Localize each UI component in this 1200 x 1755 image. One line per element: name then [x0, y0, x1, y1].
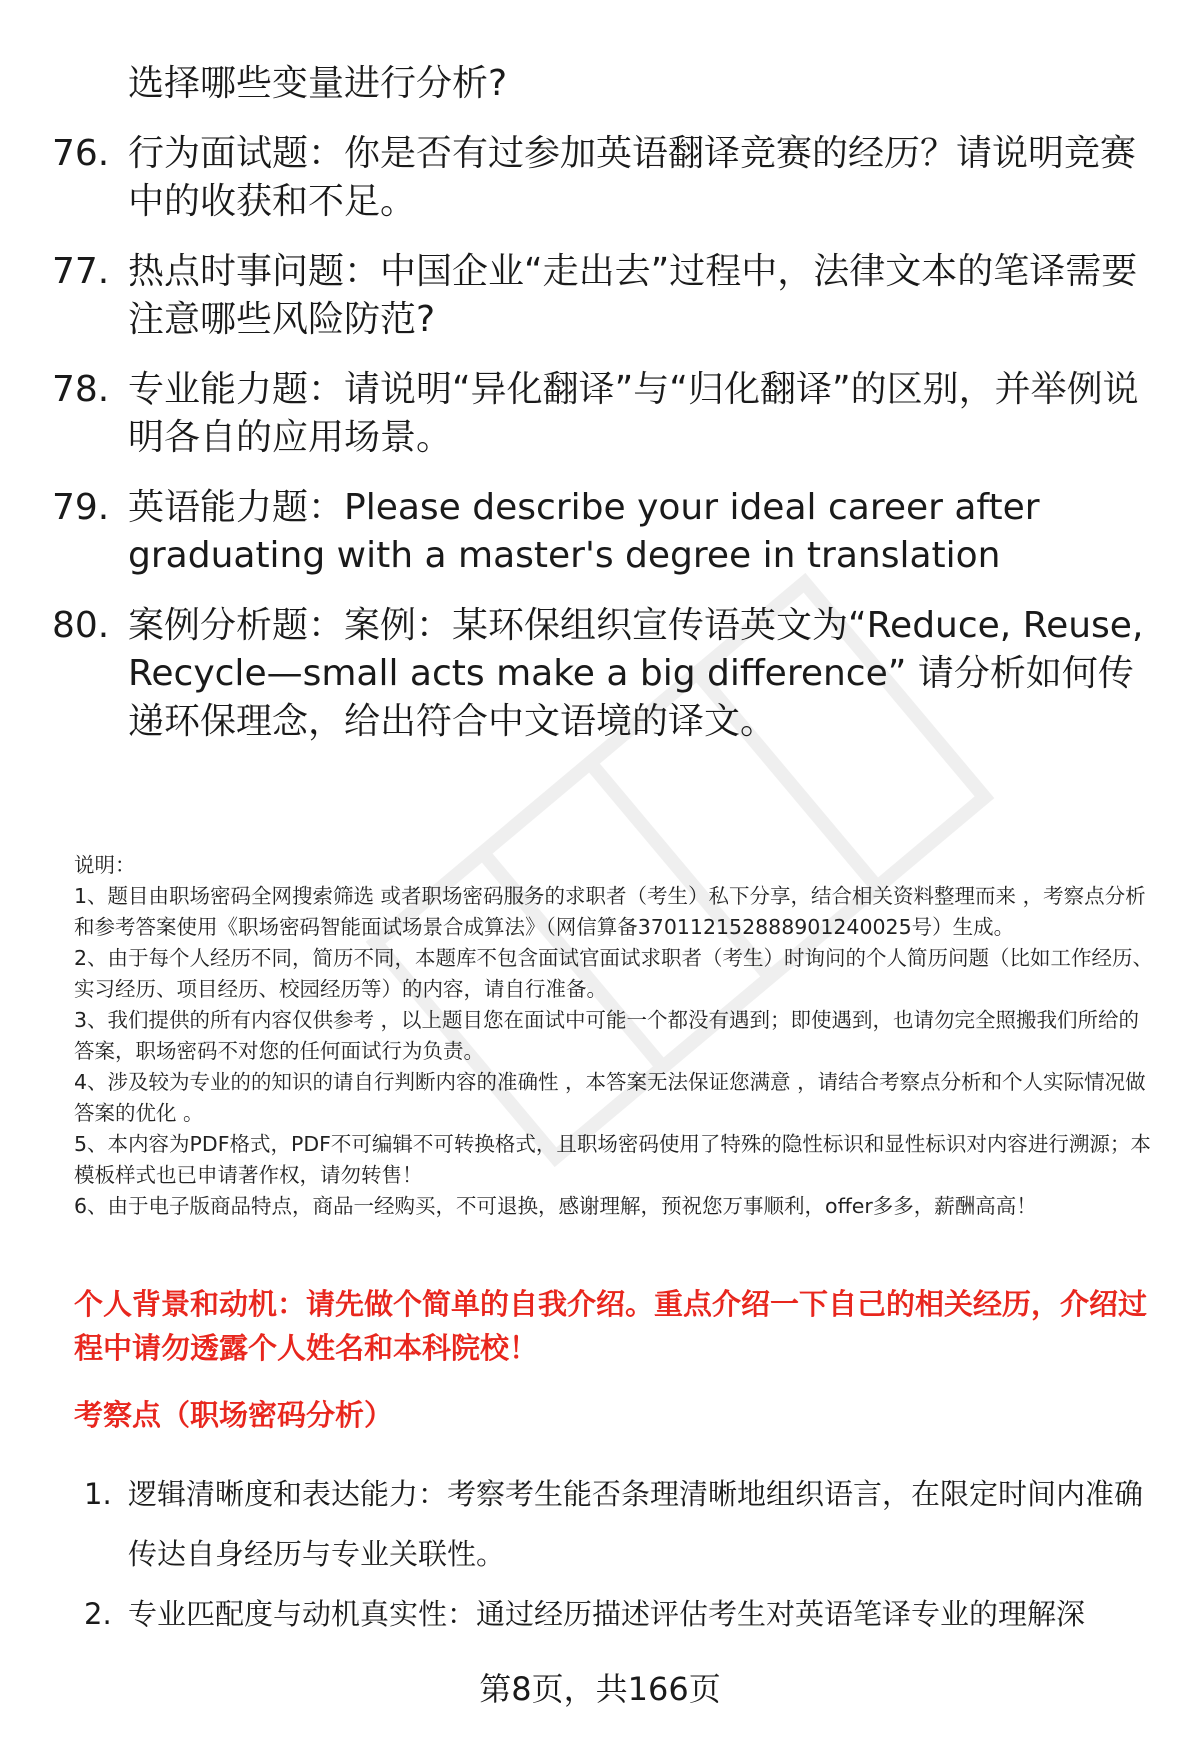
question-item	[52, 130, 1162, 226]
question-item	[52, 602, 1162, 746]
question-item	[52, 248, 1162, 344]
question-text: 专业能力题：请说明“异化翻译”与“归化翻译”的区别，并举例说明各自的应用场景。	[128, 369, 1139, 458]
point-text: 专业匹配度与动机真实性：通过经历描述评估考生对英语笔译专业的理解深	[128, 1597, 1086, 1631]
note-item: 1、题目由职场密码全网搜索筛选 或者职场密码服务的求职者（考生）私下分享，结合相关资料整理而来 ，考察点分析和参考答案使用《职场密码智能面试场景合成算法》（网信算备370112152888901240025号）生成。	[74, 884, 1146, 939]
question-text: 行为面试题：你是否有过参加英语翻译竞赛的经历？请说明竞赛中的收获和不足。	[128, 133, 1137, 222]
note-item: 4、涉及较为专业的的知识的请自行判断内容的准确性 ，本答案无法保证您满意 ，请结合考察点分析和个人实际情况做答案的优化 。	[74, 1070, 1146, 1125]
question-text: 案例分析题：案例：某环保组织宣传语英文为“Reduce, Reuse, Recycle—small acts make a big difference” 请分析如何传递环保理念，给出符合中文语境的译文。	[128, 605, 1144, 742]
page-number-footer: 第8页，共166页	[479, 1670, 721, 1708]
question-number: 76.	[52, 133, 110, 174]
question-item	[52, 484, 1162, 580]
question-text: 英语能力题：Please describe your ideal career after graduating with a master's degree in translation	[128, 487, 1040, 576]
point-number: 1.	[84, 1477, 112, 1511]
question-number: 78.	[52, 369, 110, 410]
question-item	[52, 366, 1162, 462]
analysis-point	[84, 1584, 1144, 1644]
note-item: 6、由于电子版商品特点，商品一经购买，不可退换，感谢理解，预祝您万事顺利，offer多多，薪酬高高！	[74, 1194, 1037, 1218]
note-item: 2、由于每个人经历不同，简历不同，本题库不包含面试官面试求职者（考生）时询问的个人简历问题（比如工作经历、实习经历、项目经历、校园经历等）的内容，请自行准备。	[74, 946, 1154, 1001]
note-item: 3、我们提供的所有内容仅供参考 ，以上题目您在面试中可能一个都没有遇到；即使遇到，也请勿完全照搬我们所给的答案，职场密码不对您的任何面试行为负责。	[74, 1008, 1140, 1063]
point-text: 逻辑清晰度和表达能力：考察考生能否条理清晰地组织语言，在限定时间内准确传达自身经历与专业关联性。	[128, 1477, 1144, 1571]
point-number: 2.	[84, 1597, 112, 1631]
question-number: 77.	[52, 251, 110, 292]
continued-question-line: 选择哪些变量进行分析?	[128, 63, 508, 104]
analysis-heading: 考察点（职场密码分析）	[74, 1398, 394, 1432]
note-item: 5、本内容为PDF格式，PDF不可编辑不可转换格式，且职场密码使用了特殊的隐性标识和显性标识对内容进行溯源；本模板样式也已申请著作权，请勿转售！	[74, 1132, 1151, 1187]
question-text: 热点时事问题：中国企业“走出去”过程中，法律文本的笔译需要注意哪些风险防范?	[128, 251, 1138, 340]
disclaimer-notes	[74, 850, 1154, 1222]
question-number: 79.	[52, 487, 110, 528]
notes-heading: 说明：	[74, 853, 136, 877]
analysis-point	[84, 1464, 1144, 1584]
highlighted-question: 个人背景和动机：请先做个简单的自我介绍。重点介绍一下自己的相关经历，介绍过程中请勿透露个人姓名和本科院校！	[74, 1287, 1148, 1365]
question-number: 80.	[52, 605, 110, 646]
